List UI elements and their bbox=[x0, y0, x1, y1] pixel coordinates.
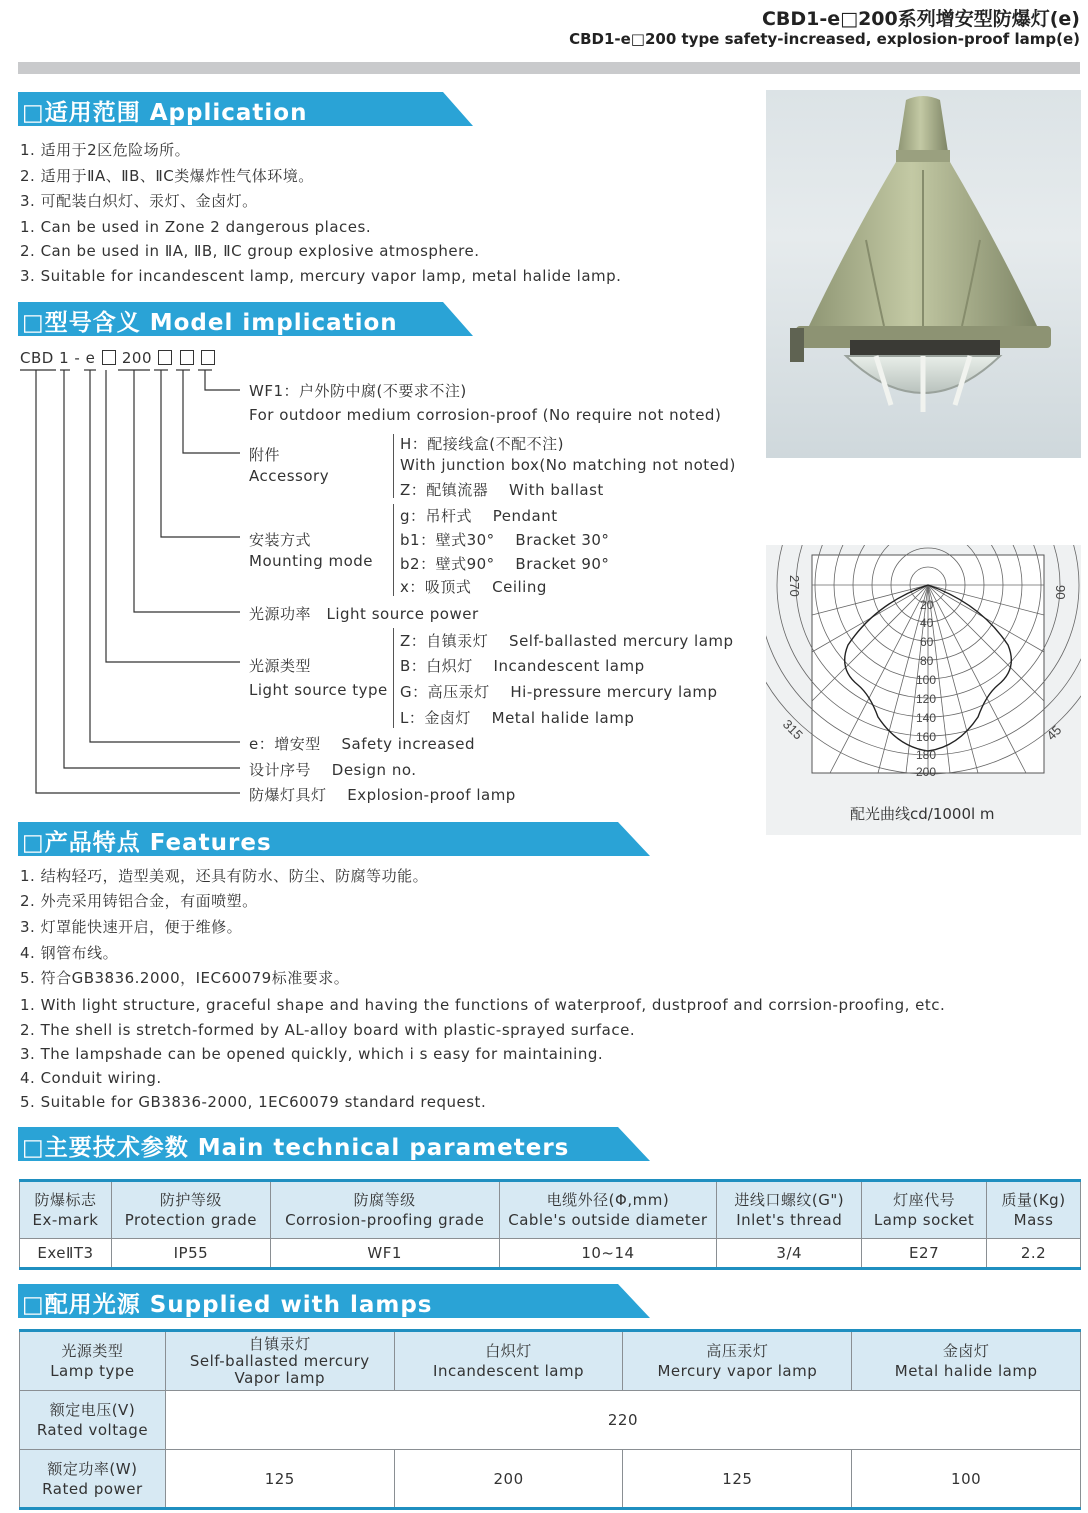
application-cn-3: 3. 可配装白炽灯、汞灯、金卤灯。 bbox=[20, 192, 258, 210]
model-wf1-cn: WF1：户外防中腐(不要求不注) bbox=[249, 382, 467, 400]
model-mount-b2: b2：壁式90° Bracket 90° bbox=[400, 555, 610, 573]
radial-label: 120 bbox=[916, 692, 937, 706]
table-cell: 125 bbox=[623, 1450, 852, 1509]
table-header-cell: 自镇汞灯 Self-ballasted mercury Vapor lamp bbox=[165, 1331, 394, 1391]
angle-label-90: 90 bbox=[1053, 585, 1068, 600]
table-cell: 220 bbox=[165, 1391, 1080, 1450]
application-cn-2: 2. 适用于ⅡA、ⅡB、ⅡC类爆炸性气体环境。 bbox=[20, 167, 314, 185]
angle-label-45: 45 bbox=[1043, 722, 1065, 744]
feature-cn-4: 4. 钢管布线。 bbox=[20, 944, 119, 962]
model-mount-g: g：吊杆式 Pendant bbox=[400, 507, 558, 525]
application-en-2: 2. Can be used in ⅡA, ⅡB, ⅡC group explosive atmosphere. bbox=[20, 242, 480, 260]
row-header-cell: 额定电压(V) Rated voltage bbox=[20, 1391, 166, 1450]
model-type-cn: 光源类型 bbox=[249, 657, 312, 675]
table-header-cell: 电缆外径(Φ,mm) Cable's outside diameter bbox=[499, 1181, 717, 1239]
table-cell: E27 bbox=[862, 1239, 987, 1269]
table-cell: 200 bbox=[394, 1450, 623, 1509]
radial-label: 180 bbox=[916, 748, 937, 762]
table-cell: 2.2 bbox=[987, 1239, 1081, 1269]
feature-cn-1: 1. 结构轻巧，造型美观，还具有防水、防尘、防腐等功能。 bbox=[20, 867, 429, 885]
polar-caption: 配光曲线cd/1000l m bbox=[850, 805, 995, 823]
application-cn-1: 1. 适用于2区危险场所。 bbox=[20, 141, 191, 159]
angle-label-270: 270 bbox=[787, 575, 802, 597]
model-connector-lines bbox=[0, 0, 260, 800]
feature-cn-3: 3. 灯罩能快速开启，便于维修。 bbox=[20, 918, 243, 936]
feature-en-2: 2. The shell is stretch-formed by AL-alloy board with plastic-sprayed surface. bbox=[20, 1021, 636, 1039]
model-lamp: 防爆灯具灯 Explosion-proof lamp bbox=[249, 786, 516, 804]
section-title: □产品特点 Features bbox=[22, 830, 272, 856]
table-header-row bbox=[20, 1181, 1081, 1239]
page-subtitle: CBD1-e□200 type safety-increased, explosion-proof lamp(e) bbox=[569, 30, 1080, 48]
table-cell: WF1 bbox=[270, 1239, 499, 1269]
model-code-prefix: CBD 1 - e bbox=[20, 349, 96, 367]
radial-label: 60 bbox=[920, 635, 934, 649]
table-header-cell: 金卤灯 Metal halide lamp bbox=[852, 1331, 1081, 1391]
table-header-row bbox=[20, 1331, 1081, 1391]
model-mount-x: x：吸顶式 Ceiling bbox=[400, 578, 547, 596]
page-title: CBD1-e□200系列增安型防爆灯(e) bbox=[761, 8, 1080, 30]
section-title: □主要技术参数 Main technical parameters bbox=[22, 1135, 570, 1161]
application-en-1: 1. Can be used in Zone 2 dangerous places. bbox=[20, 218, 372, 236]
table-cell: 100 bbox=[852, 1450, 1081, 1509]
table-header-cell: 质量(Kg) Mass bbox=[987, 1181, 1081, 1239]
table-cell: 10~14 bbox=[499, 1239, 717, 1269]
bracket-divider bbox=[393, 434, 394, 498]
table-header-cell: 灯座代号 Lamp socket bbox=[862, 1181, 987, 1239]
product-photo bbox=[766, 90, 1081, 458]
radial-label: 80 bbox=[920, 654, 934, 668]
model-accessory-en: Accessory bbox=[249, 467, 330, 485]
model-type-en: Light source type bbox=[249, 681, 388, 699]
model-mount-b1: b1：壁式30° Bracket 30° bbox=[400, 531, 610, 549]
lamp-illustration bbox=[766, 90, 1081, 458]
model-wf1-en: For outdoor medium corrosion-proof (No require not noted) bbox=[249, 406, 722, 424]
model-type-b: B：白炽灯 Incandescent lamp bbox=[400, 657, 645, 675]
feature-en-5: 5. Suitable for GB3836-2000, 1EC60079 standard request. bbox=[20, 1093, 487, 1111]
table-row bbox=[20, 1450, 1081, 1509]
table-header-cell: 防爆标志 Ex-mark bbox=[20, 1181, 112, 1239]
model-code-number: 200 bbox=[121, 349, 153, 367]
model-mount-cn: 安装方式 bbox=[249, 531, 312, 549]
model-type-z: Z：自镇汞灯 Self-ballasted mercury lamp bbox=[400, 632, 734, 650]
radial-label: 40 bbox=[920, 616, 934, 630]
polar-grid bbox=[766, 545, 1081, 835]
model-e-line: e：增安型 Safety increased bbox=[249, 735, 475, 753]
table-header-cell: 白炽灯 Incandescent lamp bbox=[394, 1331, 623, 1391]
radial-label: 140 bbox=[916, 711, 937, 725]
row-header-cell: 额定功率(W) Rated power bbox=[20, 1450, 166, 1509]
table-row bbox=[20, 1239, 1081, 1269]
bracket-divider bbox=[393, 628, 394, 728]
model-mount-en: Mounting mode bbox=[249, 552, 374, 570]
radial-label: 160 bbox=[916, 730, 937, 744]
table-cell: 3/4 bbox=[717, 1239, 862, 1269]
supplied-lamps-table bbox=[19, 1329, 1081, 1510]
table-cell: 125 bbox=[165, 1450, 394, 1509]
model-type-g: G：高压汞灯 Hi-pressure mercury lamp bbox=[400, 683, 718, 701]
section-title: □配用光源 Supplied with lamps bbox=[22, 1292, 433, 1318]
model-accessory-cn: 附件 bbox=[249, 446, 281, 464]
model-acc-h-en: With junction box(No matching not noted) bbox=[400, 456, 736, 474]
technical-parameters-table bbox=[19, 1179, 1081, 1270]
model-acc-z: Z：配镇流器 With ballast bbox=[400, 481, 604, 499]
model-type-l: L：金卤灯 Metal halide lamp bbox=[400, 709, 635, 727]
feature-en-1: 1. With light structure, graceful shape and having the functions of waterproof, dustproof and corrsion-proofing, etc. bbox=[20, 996, 946, 1014]
feature-cn-2: 2. 外壳采用铸铝合金，有面喷塑。 bbox=[20, 892, 258, 910]
table-header-cell: 光源类型 Lamp type bbox=[20, 1331, 166, 1391]
model-power: 光源功率 Light source power bbox=[249, 605, 479, 623]
table-header-cell: 防护等级 Protection grade bbox=[111, 1181, 270, 1239]
model-design: 设计序号 Design no. bbox=[249, 761, 417, 779]
table-cell: ExeⅡT3 bbox=[20, 1239, 112, 1269]
angle-label-315: 315 bbox=[779, 716, 806, 743]
radial-label: 20 bbox=[920, 598, 934, 612]
table-cell: IP55 bbox=[111, 1239, 270, 1269]
radial-label: 100 bbox=[916, 673, 937, 687]
radial-label: 200 bbox=[916, 765, 937, 779]
table-header-cell: 防腐等级 Corrosion-proofing grade bbox=[270, 1181, 499, 1239]
feature-en-4: 4. Conduit wiring. bbox=[20, 1069, 162, 1087]
feature-en-3: 3. The lampshade can be opened quickly, which i s easy for maintaining. bbox=[20, 1045, 604, 1063]
model-acc-h-cn: H：配接线盒(不配不注) bbox=[400, 435, 564, 453]
bracket-divider bbox=[393, 504, 394, 596]
table-row bbox=[20, 1391, 1081, 1450]
section-title: □适用范围 Application bbox=[22, 100, 308, 126]
table-header-cell: 进线口螺纹(G") Inlet's thread bbox=[717, 1181, 862, 1239]
application-en-3: 3. Suitable for incandescent lamp, mercury vapor lamp, metal halide lamp. bbox=[20, 267, 622, 285]
feature-cn-5: 5. 符合GB3836.2000，IEC60079标准要求。 bbox=[20, 969, 350, 987]
section-title: □型号含义 Model implication bbox=[22, 310, 398, 336]
light-distribution-chart bbox=[766, 545, 1081, 835]
table-header-cell: 高压汞灯 Mercury vapor lamp bbox=[623, 1331, 852, 1391]
